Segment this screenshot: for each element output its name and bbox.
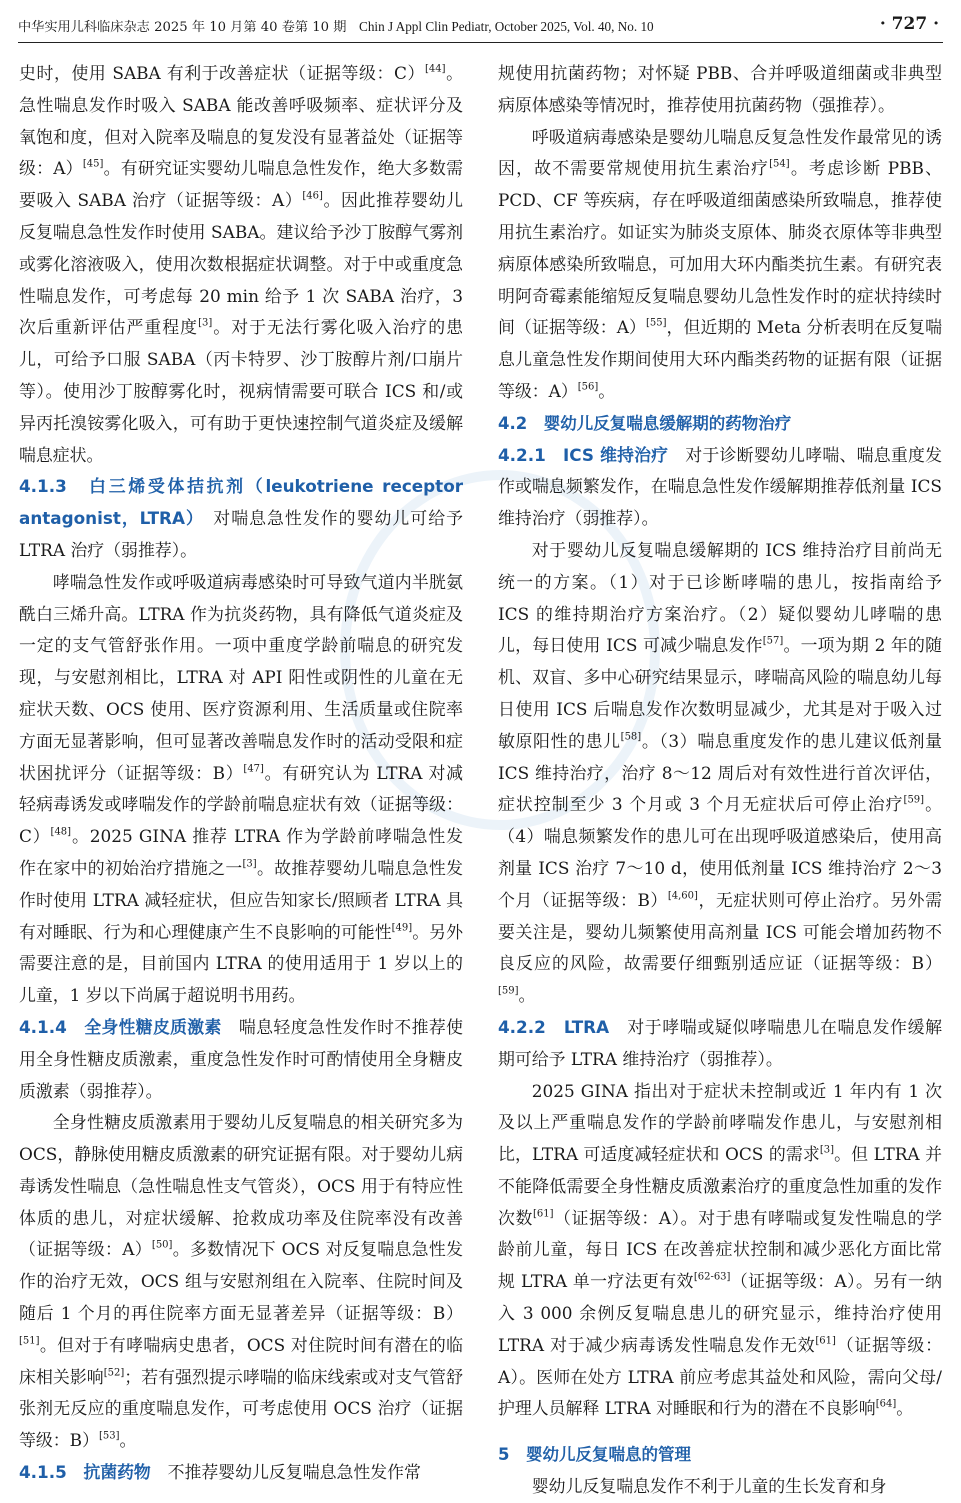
section-4-1-4: 4.1.4 全身性糖皮质激素 喘息轻度急性发作时不推荐使用全身性糖皮质激素，重度急性发作时可酌情使用全身糖皮质激素（弱推荐）。 (19, 1016, 464, 1101)
section-heading: 4.1.4 全身性糖皮质激素 (19, 1016, 222, 1037)
section-heading: 5 婴幼儿反复喘息的管理 (498, 1445, 691, 1465)
page-number: · 727 · (879, 14, 939, 34)
paragraph: 对于婴幼儿反复喘息缓解期的 ICS 维持治疗目前尚无统一的方案。（1）对于已诊断哮喘的患儿，按指南给予 ICS 的维持期治疗方案治疗。（2）疑似婴幼儿哮喘的患儿，每日使用 ICS 可减少喘息发作[57]。一项为期 2 年的随机、双盲、多中心研究结果显示，哮喘高风险的喘息幼儿每日使用 ICS 后喘息发作次数明显减少，尤其是对于吸入过敏原阳性的患儿[58]。（3）喘息重度发作的患儿建议低剂量 ICS 维持治疗，治疗 8～12 周后对有效性进行首次评估，症状控制至少 3 个月或 3 个月无症状后可停止治疗[59]。（4）喘息频繁发作的患儿可在出现呼吸道感染后，使用高剂量 ICS 治疗 7～10 d，使用低剂量 ICS 维持治疗 2～3 个月（证据等级：B）[4,60]，无症状则可停止治疗。另外需要关注是，婴幼儿频繁使用高剂量 ICS 可能会增加药物不良反应的风险，故需要仔细甄别适应证（证据等级：B）[59]。 (498, 539, 943, 1006)
section-5 (498, 1439, 942, 1471)
paragraph: 2025 GINA 指出对于症状未控制或近 1 年内有 1 次及以上严重喘息发作的学龄前哮喘发作患儿，与安慰剂相比，LTRA 可适度减轻症状和 OCS 的需求[3]。但 LTRA 并不能降低需要全身性糖皮质激素治疗的重度急性加重的发作次数[61]（证据等级：A）。对于患有哮喘或复发性喘息的学龄前儿童，每日 ICS 在改善症状控制和减少恶化方面比常规 LTRA 单一疗法更有效[62-63]（证据等级：A）。另有一纳入 3 000 余例反复喘息患儿的研究显示，维持治疗使用 LTRA 对于减少病毒诱发性喘息发作无效[61]（证据等级：A）。医师在处方 LTRA 前应考虑其益处和风险，需向父母/护理人员解释 LTRA 对睡眠和行为的潜在不良影响[64]。 (498, 1080, 943, 1419)
section-4-2-1: 4.2.1 ICS 维持治疗 对于诊断婴幼儿哮喘、喘息重度发作或喘息频繁发作，在喘息急性发作缓解期推荐低剂量 ICS 维持治疗（弱推荐）。 (498, 444, 942, 529)
right-column (498, 58, 942, 1503)
section-4-1-3: 4.1.3 白三烯受体拮抗剂（leukotriene receptor antagonist，LTRA） 对喘息急性发作的婴幼儿可给予 LTRA 治疗（弱推荐）。 (19, 476, 464, 560)
section-4-1-5: 4.1.5 抗菌药物 不推荐婴幼儿反复喘息急性发作常 (19, 1462, 421, 1483)
journal-issue-cn: 2025 年 10 月第 40 卷第 10 期 (154, 20, 347, 35)
running-header (18, 8, 943, 43)
section-heading: 4.1.5 抗菌药物 (19, 1462, 151, 1483)
journal-info (18, 16, 654, 35)
journal-name-en: Chin J Appl Clin Pediatr, October 2025, Vol. 40, No. 10 (359, 19, 654, 34)
section-heading: 4.1.3 白三烯受体拮抗剂（leukotriene receptor antagonist，LTRA） (19, 476, 463, 529)
paragraph: 全身性糖皮质激素用于婴幼儿反复喘息的相关研究多为 OCS，静脉使用糖皮质激素的研究证据有限。对于婴幼儿病毒诱发性喘息（急性喘息性支气管炎），OCS 用于有特应性体质的患儿，对症状缓解、抢救成功率及住院率没有改善（证据等级：A）[50]。多数情况下 OCS 对反复喘息急性发作的治疗无效，OCS 组与安慰剂组在入院率、住院时间及随后 1 个月的再住院率方面无显著差异（证据等级：B）[51]。但对于有哮喘病史患者，OCS 对住院时间有潜在的临床相关影响[52]；若有强烈提示哮喘的临床线索或对支气管舒张剂无反应的重度喘息发作，可考虑使用 OCS 治疗（证据等级：B）[53]。 (19, 1112, 464, 1451)
paragraph: 史时，使用 SABA 有利于改善症状（证据等级：C）[44]。急性喘息发作时吸入 SABA 能改善呼吸频率、症状评分及氧饱和度，但对入院率及喘息的复发没有显著益处（证据等级：A）[45]。有研究证实婴幼儿喘息急性发作，绝大多数需要吸入 SABA 治疗（证据等级：A）[46]。因此推荐婴幼儿反复喘息急性发作时使用 SABA。建议给予沙丁胺醇气雾剂或雾化溶液吸入，使用次数根据症状调整。对于中或重度急性喘息发作，可考虑每 20 min 给予 1 次 SABA 治疗，3 次后重新评估严重程度[3]。对于无法行雾化吸入治疗的患儿，可给予口服 SABA（丙卡特罗、沙丁胺醇片剂/口崩片等）。使用沙丁胺醇雾化时，视病情需要可联合 ICS 和/或异丙托溴铵雾化吸入，可有助于更快速控制气道炎症及缓解喘息症状。 (19, 63, 464, 465)
paragraph: 呼吸道病毒感染是婴幼儿喘息反复急性发作最常见的诱因，故不需要常规使用抗生素治疗[54]。考虑诊断 PBB、PCD、CF 等疾病，存在呼吸道细菌感染所致喘息，推荐使用抗生素治疗。如证实为肺炎支原体、肺炎衣原体等非典型病原体感染所致喘息，可加用大环内酯类抗生素。有研究表明阿奇霉素能缩短反复喘息婴幼儿急性发作时的症状持续时间（证据等级：A）[55]，但近期的 Meta 分析表明在反复喘息儿童急性发作期间使用大环内酯类药物的证据有限（证据等级：A）[56]。 (498, 126, 943, 401)
section-heading: 4.2.2 LTRA (498, 1016, 610, 1037)
paragraph: 哮喘急性发作或呼吸道病毒感染时可导致气道内半胱氨酰白三烯升高。LTRA 作为抗炎药物，具有降低气道炎症及一定的支气管舒张作用。一项中重度学龄前喘息的研究发现，与安慰剂相比，LTRA 对 API 阳性或阴性的儿童在无症状天数、OCS 使用、医疗资源利用、生活质量或住院率方面无显著影响，但可显著改善喘息发作时的活动受限和症状困扰评分（证据等级：B）[47]。有研究认为 LTRA 对减轻病毒诱发或哮喘发作的学龄前喘息症状有效（证据等级：C）[48]。2025 GINA 推荐 LTRA 作为学龄前哮喘急性发作在家中的初始治疗措施之一[3]。故推荐婴幼儿喘息急性发作时使用 LTRA 减轻症状，但应告知家长/照顾者 LTRA 具有对睡眠、行为和心理健康产生不良影响的可能性[49]。另外需要注意的是，目前国内 LTRA 的使用适用于 1 岁以上的儿童，1 岁以下尚属于超说明书用药。 (19, 571, 464, 1006)
section-heading: 4.2 婴幼儿反复喘息缓解期的药物治疗 (498, 413, 792, 433)
section-4-2-2: 4.2.2 LTRA 对于哮喘或疑似哮喘患儿在喘息发作缓解期可给予 LTRA 维持治疗（弱推荐）。 (498, 1016, 942, 1069)
paragraph: 婴幼儿反复喘息发作不利于儿童的生长发育和身 (531, 1476, 887, 1497)
left-column (19, 58, 463, 1489)
section-heading: 4.2.1 ICS 维持治疗 (498, 444, 669, 465)
section-4-2 (498, 408, 942, 440)
paragraph: 规使用抗菌药物；对怀疑 PBB、合并呼吸道细菌或非典型病原体感染等情况时，推荐使用抗菌药物（强推荐）。 (498, 63, 942, 115)
journal-name-cn: 中华实用儿科临床杂志 (18, 20, 150, 35)
